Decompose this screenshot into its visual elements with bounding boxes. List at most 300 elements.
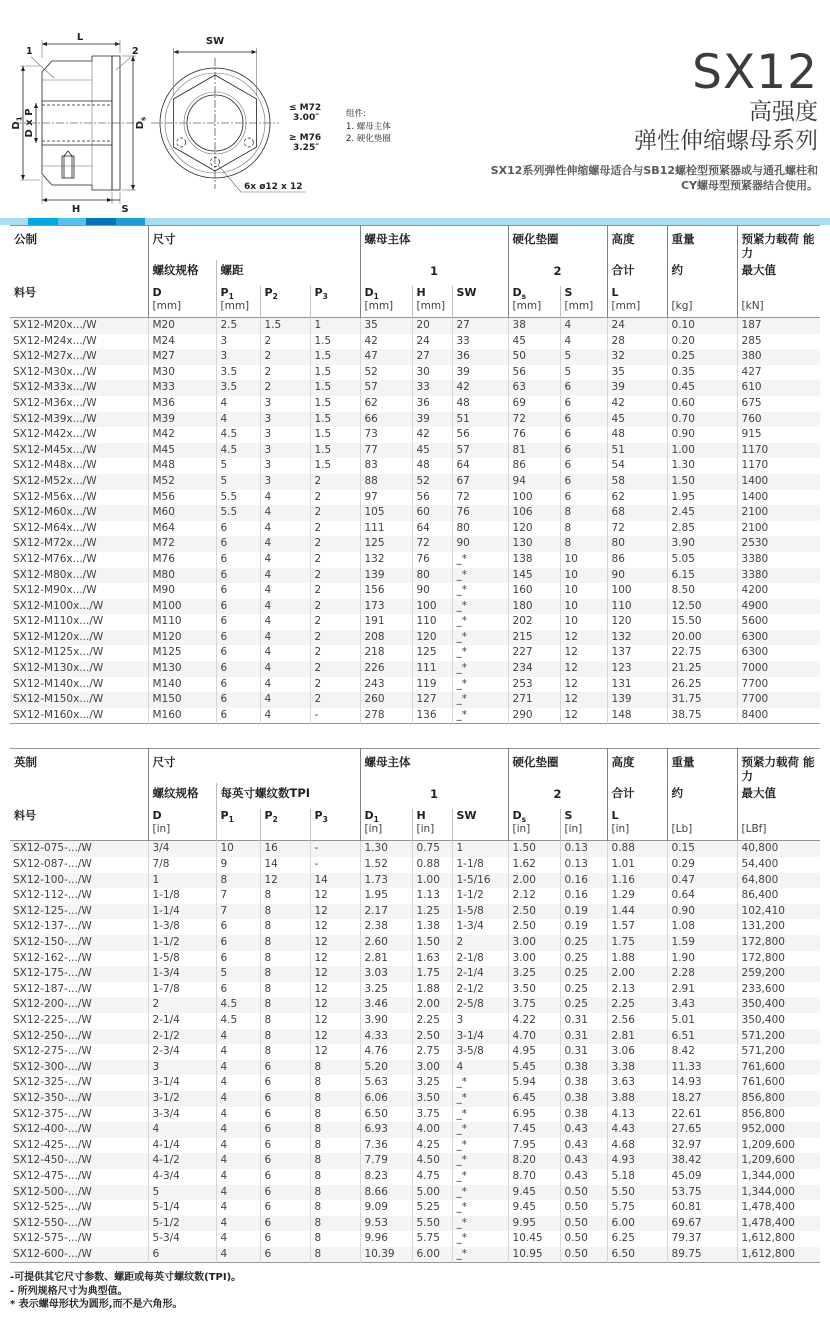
value-cell: 6 <box>560 427 607 443</box>
value-cell: 9.45 <box>508 1185 560 1201</box>
part-number-cell: SX12-M30x.../W <box>13 365 97 378</box>
value-cell: 8 <box>260 888 310 904</box>
value-cell: 1.5 <box>310 458 360 474</box>
part-number-cell: SX12-375-.../W <box>13 1107 92 1120</box>
value-cell: 0.19 <box>560 904 607 920</box>
value-cell: 8 <box>310 1075 360 1091</box>
part-number-cell: SX12-300-.../W <box>13 1060 92 1073</box>
value-cell: 83 <box>360 458 412 474</box>
value-cell: 2.25 <box>607 997 667 1013</box>
value-cell: 6 <box>260 1153 310 1169</box>
value-cell: 6 <box>216 614 260 630</box>
value-cell: 45 <box>412 443 452 459</box>
value-cell: 42 <box>360 334 412 350</box>
value-cell: M140 <box>148 677 216 693</box>
table-row <box>10 1013 820 1029</box>
value-cell: 145 <box>508 568 560 584</box>
value-cell: 5.63 <box>360 1075 412 1091</box>
value-cell: 18.27 <box>667 1091 737 1107</box>
value-cell: 290 <box>508 708 560 724</box>
value-cell: 2 <box>310 536 360 552</box>
value-cell: 6 <box>216 552 260 568</box>
value-cell: 5.50 <box>607 1185 667 1201</box>
value-cell: _* <box>452 1075 508 1091</box>
value-cell: 45.09 <box>667 1169 737 1185</box>
col-SW: SW <box>452 809 508 841</box>
value-cell: 350,400 <box>737 1013 820 1029</box>
value-cell: 243 <box>360 677 412 693</box>
value-cell: 132 <box>360 552 412 568</box>
table-row <box>10 904 820 920</box>
value-cell: 6.25 <box>607 1231 667 1247</box>
col-D: D [mm] <box>148 286 216 318</box>
value-cell: 68 <box>607 505 667 521</box>
value-cell: 4 <box>452 1060 508 1076</box>
value-cell: 10 <box>560 614 607 630</box>
group-preload: 预紧力载荷 能力 <box>737 226 820 261</box>
value-cell: 28 <box>607 334 667 350</box>
value-cell: 1 <box>310 318 360 334</box>
value-cell: 8 <box>310 1247 360 1263</box>
value-cell: 72 <box>452 490 508 506</box>
table-row <box>10 1153 820 1169</box>
subtitle-series: 弹性伸缩螺母系列 <box>634 128 818 154</box>
value-cell: 66 <box>360 412 412 428</box>
value-cell: 3.5 <box>216 380 260 396</box>
part-number-cell: SX12-M48x.../W <box>13 459 97 472</box>
value-cell: 952,000 <box>737 1122 820 1138</box>
value-cell: 2.85 <box>667 521 737 537</box>
value-cell: 4.22 <box>508 1013 560 1029</box>
col-P2: $P_2$ <box>260 809 310 841</box>
value-cell: 2.91 <box>667 982 737 998</box>
value-cell: 1-3/4 <box>452 919 508 935</box>
value-cell: 12 <box>560 630 607 646</box>
value-cell: 2.81 <box>607 1029 667 1045</box>
value-cell: 0.47 <box>667 873 737 889</box>
value-cell: 45 <box>607 412 667 428</box>
value-cell: 10 <box>560 552 607 568</box>
value-cell: 35 <box>607 365 667 381</box>
value-cell: 1.16 <box>607 873 667 889</box>
value-cell: 4 <box>260 490 310 506</box>
value-cell: 86,400 <box>737 888 820 904</box>
value-cell: 0.38 <box>560 1075 607 1091</box>
table-row <box>10 873 820 889</box>
value-cell: 8 <box>216 873 260 889</box>
value-cell: 227 <box>508 645 560 661</box>
value-cell: 6 <box>260 1247 310 1263</box>
part-number-cell: SX12-M80x.../W <box>13 568 97 581</box>
col-weight-unit: [kg] <box>667 286 737 318</box>
dim-Ds <box>122 56 148 190</box>
value-cell: 4.75 <box>412 1169 452 1185</box>
value-cell: 8 <box>260 935 310 951</box>
part-number-cell: SX12-M72x.../W <box>13 537 97 550</box>
value-cell: 100 <box>412 599 452 615</box>
value-cell: 4 <box>560 318 607 334</box>
value-cell: 5.45 <box>508 1060 560 1076</box>
value-cell: 0.90 <box>667 427 737 443</box>
value-cell: 4 <box>216 1185 260 1201</box>
value-cell: 8 <box>310 1122 360 1138</box>
col-Ds: $D_s$ [in] <box>508 809 560 841</box>
value-cell: 5.94 <box>508 1075 560 1091</box>
group-washer: 硬化垫圈 <box>508 226 607 261</box>
value-cell: 1.00 <box>667 443 737 459</box>
value-cell: 1-1/8 <box>452 857 508 873</box>
value-cell: 80 <box>607 536 667 552</box>
value-cell: 10 <box>560 599 607 615</box>
value-cell: 6 <box>560 458 607 474</box>
value-cell: 9.96 <box>360 1231 412 1247</box>
group-weight: 重量 <box>667 749 737 784</box>
value-cell: 0.25 <box>560 982 607 998</box>
value-cell: 22.75 <box>667 645 737 661</box>
value-cell: 5 <box>216 474 260 490</box>
value-cell: M72 <box>148 536 216 552</box>
value-cell: 1.62 <box>508 857 560 873</box>
metric-spec-table <box>10 225 820 724</box>
value-cell: 2.50 <box>508 919 560 935</box>
value-cell: 14.93 <box>667 1075 737 1091</box>
value-cell: 64 <box>452 458 508 474</box>
value-cell: 6 <box>216 708 260 724</box>
value-cell: 20 <box>412 318 452 334</box>
col-part-no: 料号 <box>14 286 36 299</box>
part-number-cell: SX12-M130x.../W <box>13 662 104 675</box>
value-cell: 8.23 <box>360 1169 412 1185</box>
col-L: L [mm] <box>607 286 667 318</box>
value-cell: 38.75 <box>667 708 737 724</box>
table-row <box>10 568 820 584</box>
value-cell: 1400 <box>737 474 820 490</box>
value-cell: 120 <box>607 614 667 630</box>
part-number-cell: SX12-600-.../W <box>13 1247 92 1260</box>
value-cell: 6 <box>216 568 260 584</box>
value-cell: 6.15 <box>667 568 737 584</box>
value-cell: 8.42 <box>667 1044 737 1060</box>
value-cell: 123 <box>607 661 667 677</box>
value-cell: 6 <box>216 630 260 646</box>
value-cell: 12 <box>310 982 360 998</box>
value-cell: 0.75 <box>412 841 452 857</box>
accent-bar <box>0 218 830 225</box>
value-cell: 5.01 <box>667 1013 737 1029</box>
value-cell: 5.00 <box>412 1185 452 1201</box>
svg-text:≤ M72: ≤ M72 <box>289 103 322 113</box>
value-cell: 5.20 <box>360 1060 412 1076</box>
value-cell: 4 <box>216 1044 260 1060</box>
value-cell: 4.43 <box>607 1122 667 1138</box>
value-cell: 6 <box>560 443 607 459</box>
value-cell: 6 <box>260 1075 310 1091</box>
value-cell: 51 <box>607 443 667 459</box>
value-cell: 6 <box>216 692 260 708</box>
value-cell: 6 <box>216 583 260 599</box>
value-cell: 1.88 <box>412 982 452 998</box>
value-cell: 2 <box>310 505 360 521</box>
value-cell: 3 <box>216 334 260 350</box>
value-cell: 2.38 <box>360 919 412 935</box>
value-cell: - <box>310 841 360 857</box>
value-cell: 12 <box>310 888 360 904</box>
value-cell: 3 <box>260 474 310 490</box>
subhead-total: 合计 <box>607 260 667 286</box>
table-row <box>10 1060 820 1076</box>
value-cell: 6 <box>560 412 607 428</box>
value-cell: 24 <box>607 318 667 334</box>
value-cell: M160 <box>148 708 216 724</box>
value-cell: 3 <box>260 412 310 428</box>
table-row <box>10 645 820 661</box>
value-cell: 76 <box>508 427 560 443</box>
value-cell: 2-1/4 <box>148 1013 216 1029</box>
value-cell: 7700 <box>737 677 820 693</box>
value-cell: 0.31 <box>560 1029 607 1045</box>
value-cell: 27 <box>412 349 452 365</box>
value-cell: 73 <box>360 427 412 443</box>
part-number-cell: SX12-125-.../W <box>13 904 92 917</box>
value-cell: 52 <box>360 365 412 381</box>
col-Ds: $D_s$ [mm] <box>508 286 560 318</box>
value-cell: 10.39 <box>360 1247 412 1263</box>
footnote-1: -可提供其它尺寸参数、螺距或每英寸螺纹数(TPI)。 <box>10 1272 242 1284</box>
value-cell: 2.81 <box>360 951 412 967</box>
table-row <box>10 1169 820 1185</box>
value-cell: 3.38 <box>607 1060 667 1076</box>
table-row <box>10 630 820 646</box>
value-cell: 4 <box>216 1122 260 1138</box>
value-cell: 1 <box>148 873 216 889</box>
table-row <box>10 1075 820 1091</box>
value-cell: 2 <box>310 490 360 506</box>
value-cell: 6 <box>260 1200 310 1216</box>
value-cell: 259,200 <box>737 966 820 982</box>
table-row <box>10 614 820 630</box>
value-cell: 350,400 <box>737 997 820 1013</box>
front-view <box>151 58 279 189</box>
value-cell: 4.00 <box>412 1122 452 1138</box>
part-number-cell: SX12-200-.../W <box>13 998 92 1011</box>
value-cell: 2 <box>310 661 360 677</box>
value-cell: 0.20 <box>667 334 737 350</box>
value-cell: 15.50 <box>667 614 737 630</box>
value-cell: 4.25 <box>412 1138 452 1154</box>
value-cell: 6.00 <box>412 1247 452 1263</box>
dim-L <box>42 32 120 58</box>
value-cell: _* <box>452 1122 508 1138</box>
table-row <box>10 334 820 350</box>
value-cell: 234 <box>508 661 560 677</box>
value-cell: 0.31 <box>560 1013 607 1029</box>
value-cell: 12 <box>310 1013 360 1029</box>
value-cell: 8 <box>560 505 607 521</box>
value-cell: 427 <box>737 365 820 381</box>
value-cell: 8.20 <box>508 1153 560 1169</box>
value-cell: 8 <box>310 1091 360 1107</box>
value-cell: 125 <box>412 645 452 661</box>
part-number-cell: SX12-M140x.../W <box>13 677 104 690</box>
value-cell: 100 <box>508 490 560 506</box>
value-cell: 8 <box>310 1138 360 1154</box>
value-cell: 4200 <box>737 583 820 599</box>
value-cell: 5.25 <box>412 1200 452 1216</box>
value-cell: 3.00 <box>508 951 560 967</box>
value-cell: 3 <box>216 349 260 365</box>
value-cell: 915 <box>737 427 820 443</box>
value-cell: 1.5 <box>310 443 360 459</box>
value-cell: 54 <box>607 458 667 474</box>
value-cell: 1.5 <box>310 380 360 396</box>
value-cell: 1.50 <box>412 935 452 951</box>
subhead-washer-no: 2 <box>508 783 607 809</box>
value-cell: 6 <box>260 1060 310 1076</box>
value-cell: 3.5 <box>216 365 260 381</box>
value-cell: 0.43 <box>560 1138 607 1154</box>
value-cell: 4.93 <box>607 1153 667 1169</box>
value-cell: 2.60 <box>360 935 412 951</box>
subhead-washer-no: 2 <box>508 260 607 286</box>
value-cell: 4 <box>260 536 310 552</box>
value-cell: 4-1/2 <box>148 1153 216 1169</box>
value-cell: 0.38 <box>560 1091 607 1107</box>
value-cell: 1.75 <box>607 935 667 951</box>
part-number-cell: SX12-137-.../W <box>13 920 92 933</box>
accent-bar-segment <box>58 218 86 225</box>
part-number-cell: SX12-500-.../W <box>13 1185 92 1198</box>
value-cell: 0.16 <box>560 888 607 904</box>
value-cell: 0.50 <box>560 1247 607 1263</box>
value-cell: 3.25 <box>508 966 560 982</box>
value-cell: 202 <box>508 614 560 630</box>
value-cell: 86 <box>508 458 560 474</box>
value-cell: 10.95 <box>508 1247 560 1263</box>
value-cell: M33 <box>148 380 216 396</box>
value-cell: 2.50 <box>508 904 560 920</box>
value-cell: 90 <box>607 568 667 584</box>
value-cell: 1.52 <box>360 857 412 873</box>
value-cell: 2.50 <box>412 1029 452 1045</box>
value-cell: 77 <box>360 443 412 459</box>
value-cell: 12 <box>560 677 607 693</box>
col-P3: $P_3$ <box>310 809 360 841</box>
value-cell: M20 <box>148 318 216 334</box>
value-cell: 226 <box>360 661 412 677</box>
value-cell: 5.75 <box>607 1200 667 1216</box>
value-cell: 1170 <box>737 443 820 459</box>
subhead-nut-no: 1 <box>360 783 508 809</box>
value-cell: 4 <box>216 1029 260 1045</box>
value-cell: 8 <box>310 1231 360 1247</box>
table-row <box>10 708 820 724</box>
value-cell: 5.5 <box>216 505 260 521</box>
table-row <box>10 966 820 982</box>
value-cell: 2-1/2 <box>452 982 508 998</box>
part-number-cell: SX12-100-.../W <box>13 873 92 886</box>
subhead-approx: 约 <box>667 783 737 809</box>
value-cell: 1,612,800 <box>737 1247 820 1263</box>
value-cell: 208 <box>360 630 412 646</box>
value-cell: 9.45 <box>508 1200 560 1216</box>
value-cell: 6.95 <box>508 1107 560 1123</box>
part-number-cell: SX12-M24x.../W <box>13 334 97 347</box>
value-cell: 62 <box>607 490 667 506</box>
part-number-cell: SX12-M120x.../W <box>13 630 104 643</box>
value-cell: 4.33 <box>360 1029 412 1045</box>
table-row <box>10 583 820 599</box>
value-cell: 0.50 <box>560 1185 607 1201</box>
value-cell: _* <box>452 1169 508 1185</box>
value-cell: 1.50 <box>667 474 737 490</box>
group-washer: 硬化垫圈 <box>508 749 607 784</box>
value-cell: 8 <box>260 904 310 920</box>
value-cell: 4.76 <box>360 1044 412 1060</box>
value-cell: 2 <box>260 349 310 365</box>
value-cell: 761,600 <box>737 1060 820 1076</box>
value-cell: 2.00 <box>607 966 667 982</box>
set-screw <box>62 151 74 178</box>
value-cell: M60 <box>148 505 216 521</box>
value-cell: 72 <box>607 521 667 537</box>
value-cell: 1.5 <box>310 412 360 428</box>
value-cell: 3 <box>260 427 310 443</box>
value-cell: 1.30 <box>360 841 412 857</box>
value-cell: 1-7/8 <box>148 982 216 998</box>
value-cell: 1.95 <box>667 490 737 506</box>
value-cell: 2.00 <box>508 873 560 889</box>
product-code: SX12 <box>692 45 818 100</box>
value-cell: M130 <box>148 661 216 677</box>
subhead-total: 合计 <box>607 783 667 809</box>
value-cell: 42 <box>452 380 508 396</box>
part-number-cell: SX12-M150x.../W <box>13 693 104 706</box>
value-cell: 2.00 <box>412 997 452 1013</box>
value-cell: M27 <box>148 349 216 365</box>
part-number-cell: SX12-225-.../W <box>13 1013 92 1026</box>
value-cell: 63 <box>508 380 560 396</box>
subhead-pitch: 螺距 <box>216 260 360 286</box>
part-number-cell: SX12-187-.../W <box>13 982 92 995</box>
value-cell: 64 <box>412 521 452 537</box>
part-number-cell: SX12-M27x.../W <box>13 350 97 363</box>
col-P3: $P_3$ <box>310 286 360 318</box>
value-cell: 2 <box>310 630 360 646</box>
value-cell: 139 <box>360 568 412 584</box>
value-cell: 14 <box>310 873 360 889</box>
table-row <box>10 919 820 935</box>
value-cell: 12 <box>310 966 360 982</box>
value-cell: 7000 <box>737 661 820 677</box>
value-cell: 1-3/8 <box>148 919 216 935</box>
value-cell: 81 <box>508 443 560 459</box>
part-number-cell: SX12-250-.../W <box>13 1029 92 1042</box>
value-cell: 0.43 <box>560 1153 607 1169</box>
value-cell: 35 <box>360 318 412 334</box>
value-cell: 4 <box>148 1122 216 1138</box>
footnotes <box>10 1271 830 1312</box>
value-cell: 0.64 <box>667 888 737 904</box>
value-cell: 6 <box>216 645 260 661</box>
part-number-cell: SX12-075-.../W <box>13 842 92 855</box>
value-cell: 3.50 <box>508 982 560 998</box>
value-cell: 89.75 <box>667 1247 737 1263</box>
value-cell: 6 <box>260 1169 310 1185</box>
value-cell: 5-3/4 <box>148 1231 216 1247</box>
value-cell: 7 <box>216 888 260 904</box>
value-cell: 173 <box>360 599 412 615</box>
value-cell: 6 <box>260 1107 310 1123</box>
